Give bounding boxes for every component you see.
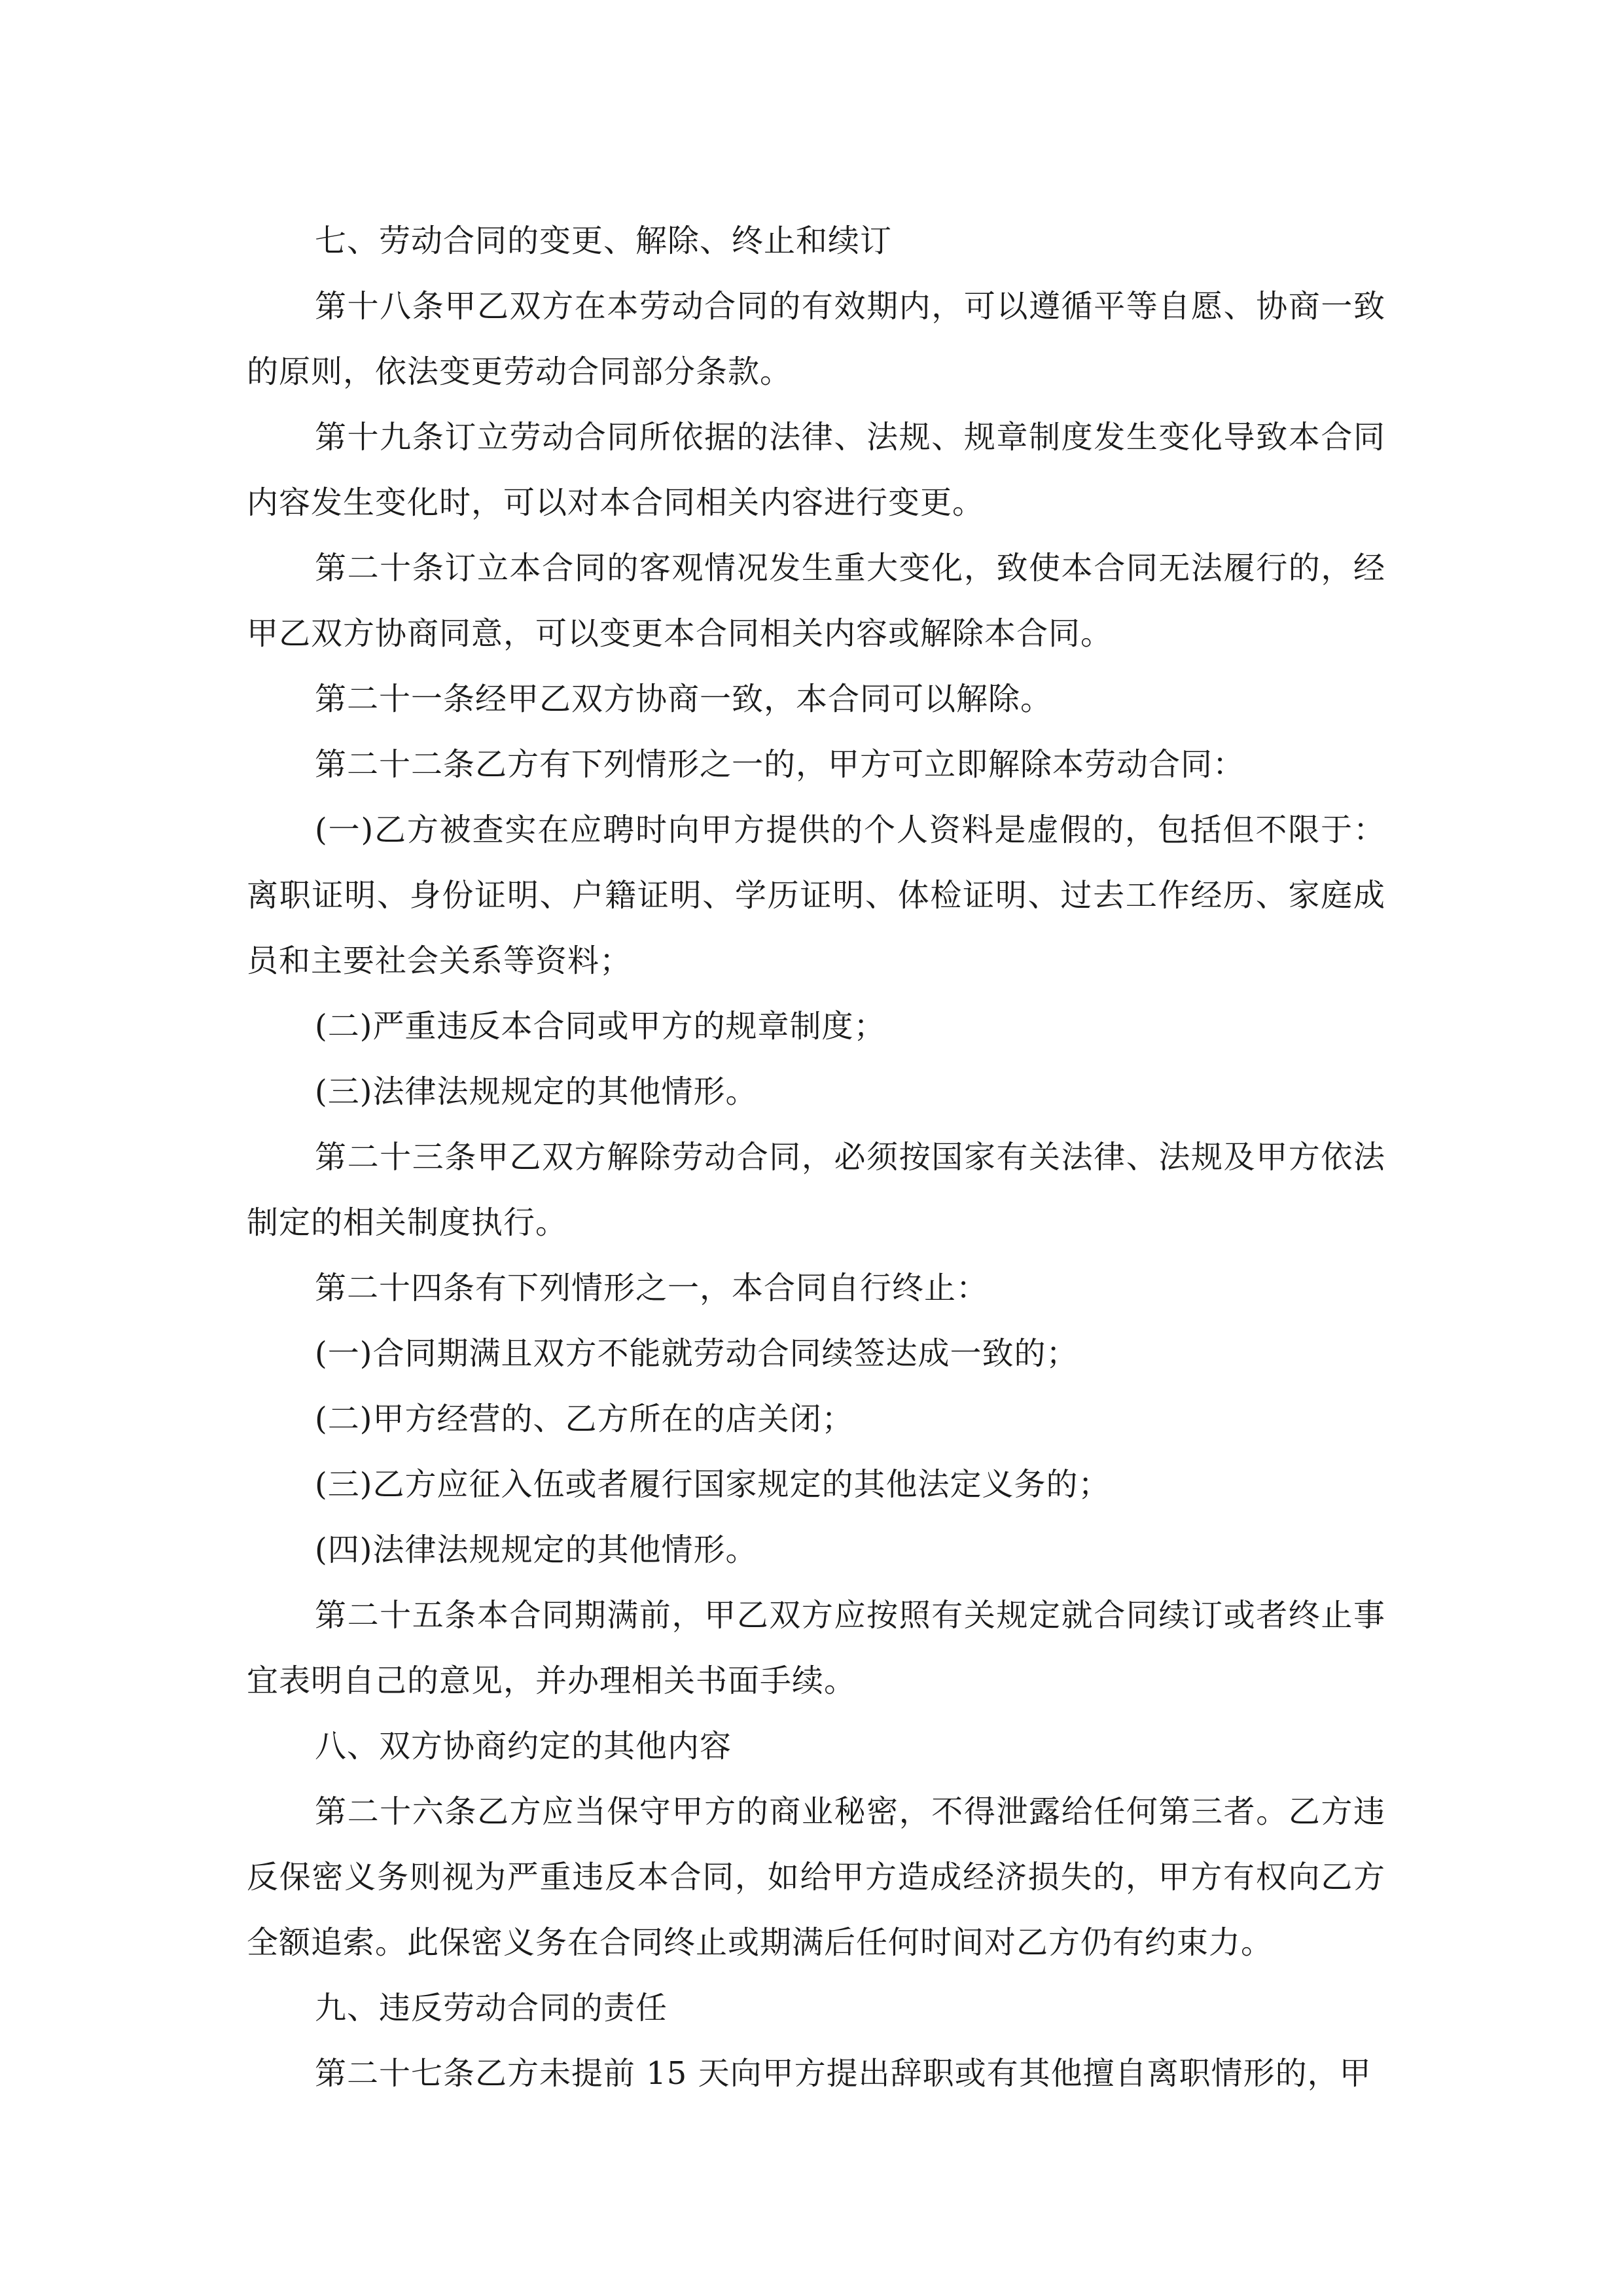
article-23: 第二十三条甲乙双方解除劳动合同，必须按国家有关法律、法规及甲方依法制定的相关制度执行。	[247, 1139, 1385, 1241]
article-24: 第二十四条有下列情形之一，本合同自行终止：	[315, 1270, 989, 1306]
document-page	[247, 208, 1385, 2106]
section-heading-8: 八、双方协商约定的其他内容	[315, 1728, 732, 1765]
article-24-item-4: (四)法律法规规定的其他情形。	[315, 1532, 758, 1568]
article-22-item-2: (二)严重违反本合同或甲方的规章制度；	[315, 1008, 886, 1045]
article-18: 第十八条甲乙双方在本劳动合同的有效期内，可以遵循平等自愿、协商一致的原则，依法变更劳动合同部分条款。	[247, 288, 1385, 390]
article-22-item-1: (一)乙方被查实在应聘时向甲方提供的个人资料是虚假的，包括但不限于：离职证明、身份证明、户籍证明、学历证明、体检证明、过去工作经历、家庭成员和主要社会关系等资料；	[247, 812, 1385, 979]
article-26: 第二十六条乙方应当保守甲方的商业秘密，不得泄露给任何第三者。乙方违反保密义务则视为严重违反本合同，如给甲方造成经济损失的，甲方有权向乙方全额追索。此保密义务在合同终止或期满后任何时间对乙方仍有约束力。	[247, 1793, 1385, 1961]
article-25: 第二十五条本合同期满前，甲乙双方应按照有关规定就合同续订或者终止事宜表明自己的意见，并办理相关书面手续。	[247, 1597, 1385, 1699]
article-21: 第二十一条经甲乙双方协商一致，本合同可以解除。	[315, 681, 1053, 717]
section-heading-7: 七、劳动合同的变更、解除、终止和续订	[315, 223, 893, 259]
article-24-item-2: (二)甲方经营的、乙方所在的店关闭；	[315, 1401, 854, 1437]
article-19: 第十九条订立劳动合同所依据的法律、法规、规章制度发生变化导致本合同内容发生变化时，可以对本合同相关内容进行变更。	[247, 419, 1385, 521]
article-22: 第二十二条乙方有下列情形之一的，甲方可立即解除本劳动合同：	[315, 746, 1245, 783]
article-24-item-3: (三)乙方应征入伍或者履行国家规定的其他法定义务的；	[315, 1466, 1111, 1503]
article-20: 第二十条订立本合同的客观情况发生重大变化，致使本合同无法履行的，经甲乙双方协商同意，可以变更本合同相关内容或解除本合同。	[247, 550, 1385, 652]
article-24-item-1: (一)合同期满且双方不能就劳动合同续签达成一致的；	[315, 1335, 1079, 1372]
section-heading-9: 九、违反劳动合同的责任	[315, 1990, 668, 2026]
article-27: 第二十七条乙方未提前 15 天向甲方提出辞职或有其他擅自离职情形的，甲	[315, 2055, 1372, 2092]
article-22-item-3: (三)法律法规规定的其他情形。	[315, 1073, 758, 1110]
